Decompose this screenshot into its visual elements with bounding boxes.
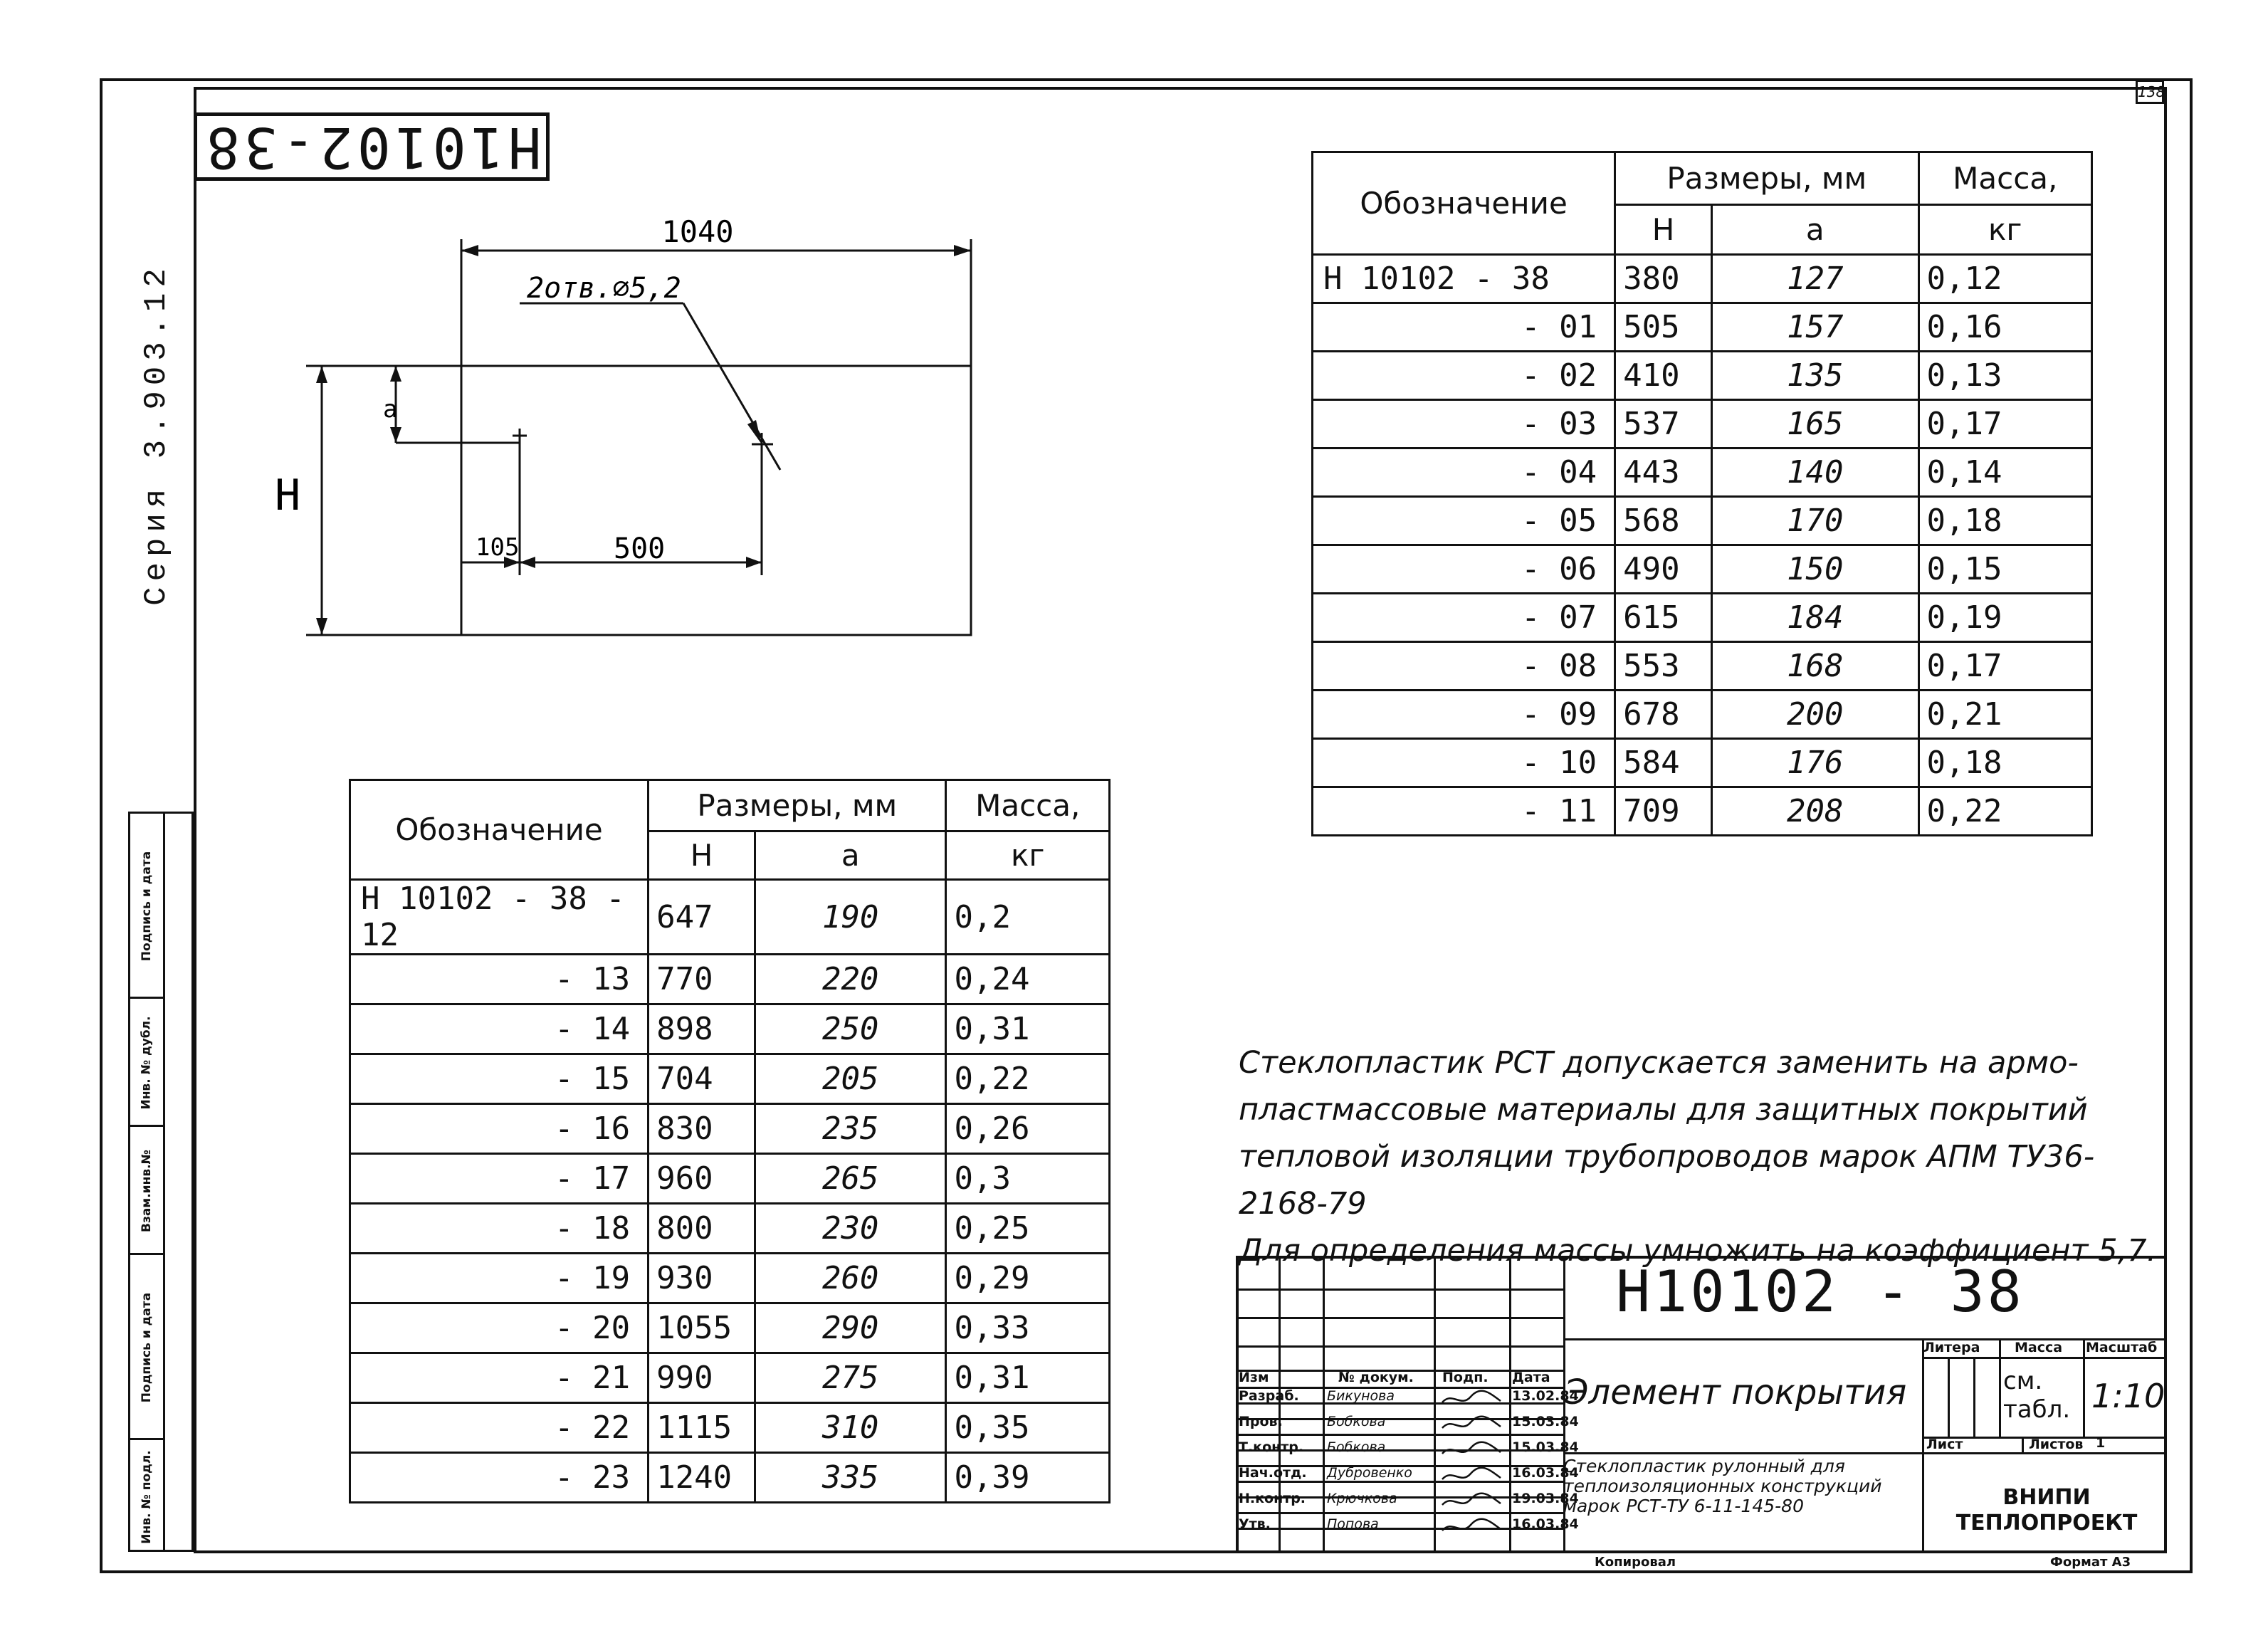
table-row (1313, 303, 2092, 352)
table-row (350, 1453, 1110, 1503)
cell-d: - 20 (350, 1303, 649, 1353)
org-line: ВНИПИ (2002, 1485, 2091, 1510)
tb-name: Попова (1327, 1516, 1379, 1532)
cell-a: 184 (1711, 594, 1918, 642)
designation-stamp-text: Н10102-38 (201, 115, 542, 179)
cell-m: 0,3 (946, 1154, 1110, 1204)
litera-label: Литера (1923, 1340, 1980, 1355)
cell-h: 410 (1615, 352, 1712, 400)
tb-role: Пров. (1239, 1414, 1283, 1429)
cell-m: 0,18 (1918, 497, 2091, 545)
cell-a: 260 (755, 1254, 946, 1303)
cell-a: 275 (755, 1353, 946, 1403)
cell-h: 1240 (649, 1453, 755, 1503)
cell-d: - 02 (1313, 352, 1615, 400)
header-mass-unit: кг (1918, 205, 2091, 255)
header-a: а (755, 831, 946, 880)
cell-m: 0,22 (1918, 787, 2091, 836)
signature (1439, 1390, 1503, 1410)
cell-a: 170 (1711, 497, 1918, 545)
cell-a: 157 (1711, 303, 1918, 352)
hole-leader (683, 303, 780, 470)
cell-d: - 05 (1313, 497, 1615, 545)
cell-a: 127 (1711, 255, 1918, 303)
signature (1439, 1415, 1503, 1435)
sheet-number: 138 (2136, 80, 2164, 104)
cell-h: 990 (649, 1353, 755, 1403)
element-drawing (0, 0, 1068, 676)
table-row (1313, 691, 2092, 739)
table-row (350, 1004, 1110, 1054)
cell-h: 709 (1615, 787, 1712, 836)
cell-a: 168 (1711, 642, 1918, 691)
header-sizes: Размеры, мм (649, 780, 946, 831)
table-row (350, 1154, 1110, 1204)
header-sizes: Размеры, мм (1615, 152, 1918, 205)
header-designation: Обозначение (1313, 152, 1615, 255)
cell-d: - 18 (350, 1204, 649, 1254)
table-row (350, 880, 1110, 955)
cell-d: Н 10102 - 38 - 12 (350, 880, 649, 955)
table-row (1313, 448, 2092, 497)
cell-m: 0,17 (1918, 642, 2091, 691)
cell-h: 443 (1615, 448, 1712, 497)
cell-a: 220 (755, 955, 946, 1004)
cell-m: 0,33 (946, 1303, 1110, 1353)
cell-a: 250 (755, 1004, 946, 1054)
cell-h: 537 (1615, 400, 1712, 448)
cell-m: 0,31 (946, 1353, 1110, 1403)
cell-d: - 07 (1313, 594, 1615, 642)
cell-h: 704 (649, 1054, 755, 1104)
col-doc: № докум. (1338, 1370, 1414, 1385)
tb-date: 19.03.84 (1512, 1491, 1579, 1506)
strip-label: Инв. № подл. (140, 1450, 154, 1544)
table-row (1313, 497, 2092, 545)
cell-a: 140 (1711, 448, 1918, 497)
dim-500-label: 500 (614, 532, 666, 565)
cell-d: - 08 (1313, 642, 1615, 691)
table-row (350, 955, 1110, 1004)
tb-date: 16.03.84 (1512, 1516, 1579, 1532)
cell-h: 800 (649, 1204, 755, 1254)
cell-h: 584 (1615, 739, 1712, 787)
table-row (350, 1254, 1110, 1303)
cell-a: 200 (1711, 691, 1918, 739)
cell-m: 0,2 (946, 880, 1110, 955)
strip-label: Инв. № дубл. (140, 1016, 154, 1110)
cell-d: - 06 (1313, 545, 1615, 594)
cell-m: 0,13 (1918, 352, 2091, 400)
spec-table-right (1311, 151, 2093, 836)
cell-a: 230 (755, 1204, 946, 1254)
cell-d: - 15 (350, 1054, 649, 1104)
cell-a: 290 (755, 1303, 946, 1353)
cell-m: 0,39 (946, 1453, 1110, 1503)
strip-divider (163, 814, 165, 1550)
list-label: Лист (1926, 1437, 1963, 1452)
tb-name: Бикунова (1327, 1388, 1395, 1404)
cell-h: 553 (1615, 642, 1712, 691)
cell-m: 0,18 (1918, 739, 2091, 787)
table-row (1313, 255, 2092, 303)
cell-d: - 01 (1313, 303, 1615, 352)
tb-role: Разраб. (1239, 1388, 1299, 1404)
tb-date: 16.03.84 (1512, 1465, 1579, 1481)
header-designation: Обозначение (350, 780, 649, 880)
table-row (350, 1204, 1110, 1254)
organization (1929, 1485, 2164, 1536)
dim-width-label: 1040 (661, 214, 734, 249)
cell-h: 490 (1615, 545, 1712, 594)
cell-d: - 14 (350, 1004, 649, 1054)
cell-d: - 13 (350, 955, 649, 1004)
cell-d: - 16 (350, 1104, 649, 1154)
cell-a: 205 (755, 1054, 946, 1104)
cell-a: 165 (1711, 400, 1918, 448)
holes-label: 2отв.⌀5,2 (527, 272, 681, 305)
listov-value: 1 (2096, 1435, 2106, 1451)
material-note (1239, 1039, 2164, 1274)
table-row (350, 1353, 1110, 1403)
tb-role: Утв. (1239, 1516, 1271, 1532)
dim-a-label: а (383, 395, 398, 424)
cell-h: 770 (649, 955, 755, 1004)
cell-m: 0,21 (1918, 691, 2091, 739)
table-row (350, 1403, 1110, 1453)
cell-m: 0,14 (1918, 448, 2091, 497)
left-signature-strip (128, 812, 194, 1552)
cell-d: - 21 (350, 1353, 649, 1403)
header-h: Н (1615, 205, 1712, 255)
scale-value: 1:10 (2091, 1377, 2165, 1415)
dim-105-label: 105 (476, 533, 520, 562)
cell-a: 310 (755, 1403, 946, 1453)
cell-h: 1055 (649, 1303, 755, 1353)
cell-d: Н 10102 - 38 (1313, 255, 1615, 303)
cell-h: 568 (1615, 497, 1712, 545)
tb-name: Дубровенко (1327, 1465, 1412, 1481)
cell-h: 830 (649, 1104, 755, 1154)
cell-m: 0,19 (1918, 594, 2091, 642)
cell-a: 190 (755, 880, 946, 955)
signature (1439, 1466, 1503, 1486)
cell-h: 647 (649, 880, 755, 955)
tb-date: 13.02.84 (1512, 1388, 1579, 1404)
listov-label: Листов (2029, 1437, 2084, 1452)
header-mass-unit: кг (946, 831, 1110, 880)
cell-d: - 09 (1313, 691, 1615, 739)
header-mass: Масса, (1918, 152, 2091, 205)
cell-m: 0,24 (946, 955, 1110, 1004)
cell-h: 1115 (649, 1403, 755, 1453)
cell-a: 335 (755, 1453, 946, 1503)
tb-date: 15.03.84 (1512, 1439, 1579, 1455)
header-a: а (1711, 205, 1918, 255)
cell-m: 0,31 (946, 1004, 1110, 1054)
cell-h: 960 (649, 1154, 755, 1204)
spec-table-left (349, 779, 1111, 1503)
table-row (350, 1104, 1110, 1154)
element-name: Элемент покрытия (1565, 1373, 1907, 1412)
strip-label: Подпись и дата (140, 1292, 154, 1403)
cell-h: 505 (1615, 303, 1712, 352)
signature (1439, 1492, 1503, 1512)
table-row (1313, 642, 2092, 691)
tb-date: 15.03.84 (1512, 1414, 1579, 1429)
table-row (350, 1054, 1110, 1104)
cell-a: 176 (1711, 739, 1918, 787)
cell-a: 135 (1711, 352, 1918, 400)
title-designation: Н10102 - 38 (1616, 1259, 2025, 1325)
cell-m: 0,16 (1918, 303, 2091, 352)
header-mass: Масса, (946, 780, 1110, 831)
signature (1439, 1441, 1503, 1461)
note-line: тепловой изоляции трубопроводов марок АПМ ТУ36-2168-79 (1239, 1139, 2095, 1222)
format-label: Формат А3 (2050, 1555, 2131, 1570)
cell-d: - 19 (350, 1254, 649, 1303)
cell-m: 0,26 (946, 1104, 1110, 1154)
cell-m: 0,29 (946, 1254, 1110, 1303)
tb-role: Нач.отд. (1239, 1465, 1307, 1481)
cell-d: - 04 (1313, 448, 1615, 497)
cell-d: - 22 (350, 1403, 649, 1453)
cell-m: 0,35 (946, 1403, 1110, 1453)
cell-d: - 23 (350, 1453, 649, 1503)
cell-h: 930 (649, 1254, 755, 1303)
table-row (350, 1303, 1110, 1353)
strip-label: Взам.инв.№ (140, 1150, 154, 1232)
table-row (1313, 545, 2092, 594)
drawing-svg (0, 0, 1068, 676)
cell-h: 678 (1615, 691, 1712, 739)
col-izm: Изм (1239, 1370, 1269, 1385)
element-outline (461, 366, 971, 635)
cell-h: 380 (1615, 255, 1712, 303)
col-sign: Подп. (1442, 1370, 1489, 1385)
masshtab-label: Масштаб (2086, 1340, 2158, 1355)
table-row (1313, 400, 2092, 448)
material-line: теплоизоляционных конструкций (1563, 1476, 1882, 1496)
cell-a: 208 (1711, 787, 1918, 836)
material-line: Стеклопластик рулонный для (1563, 1456, 1845, 1476)
table-row (1313, 594, 2092, 642)
cell-d: - 11 (1313, 787, 1615, 836)
material-spec (1563, 1457, 1919, 1516)
table-row (1313, 787, 2092, 836)
note-line: пластмассовые материалы для защитных покрытий (1239, 1092, 2088, 1128)
material-line: марок РСТ-ТУ 6-11-145-80 (1563, 1496, 1804, 1516)
table-row (1313, 352, 2092, 400)
cell-m: 0,25 (946, 1204, 1110, 1254)
tb-name: Крючкова (1327, 1491, 1397, 1506)
note-line: Стеклопластик РСТ допускается заменить на армо- (1239, 1045, 2079, 1081)
cell-m: 0,15 (1918, 545, 2091, 594)
dim-h-label: Н (275, 471, 301, 520)
tb-name: Бобкова (1327, 1439, 1386, 1455)
cell-a: 235 (755, 1104, 946, 1154)
series-label: Серия 3.903.12 (139, 263, 174, 606)
tb-role: Н.контр. (1239, 1491, 1306, 1506)
tb-role: Т.контр. (1239, 1439, 1304, 1455)
massa-label: Масса (2015, 1340, 2063, 1355)
cell-a: 150 (1711, 545, 1918, 594)
cell-h: 615 (1615, 594, 1712, 642)
signature (1439, 1518, 1503, 1538)
strip-label: Подпись и дата (140, 851, 154, 962)
note-line: Для определения массы умножить на коэффициент 5,7. (1239, 1233, 2157, 1269)
mass-value: см. табл. (2003, 1367, 2071, 1424)
table-row (1313, 739, 2092, 787)
cell-m: 0,17 (1918, 400, 2091, 448)
col-date: Дата (1512, 1370, 1550, 1385)
kopiroval-label: Копировал (1595, 1555, 1676, 1570)
tb-name: Бобкова (1327, 1414, 1386, 1429)
cell-d: - 17 (350, 1154, 649, 1204)
cell-m: 0,22 (946, 1054, 1110, 1104)
cell-a: 265 (755, 1154, 946, 1204)
header-h: Н (649, 831, 755, 880)
cell-d: - 10 (1313, 739, 1615, 787)
cell-d: - 03 (1313, 400, 1615, 448)
cell-h: 898 (649, 1004, 755, 1054)
org-line: ТЕПЛОПРОЕКТ (1955, 1511, 2138, 1536)
cell-m: 0,12 (1918, 255, 2091, 303)
